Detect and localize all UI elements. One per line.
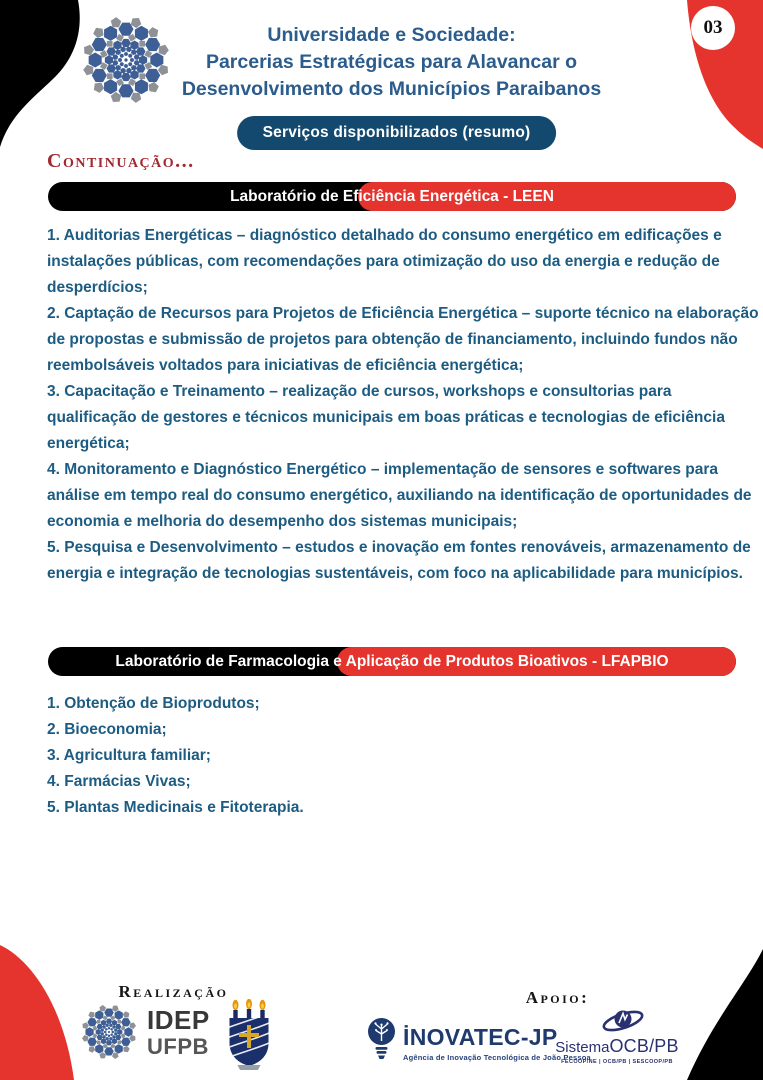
ocb-prefix: Sistema — [555, 1039, 610, 1056]
idep-ufpb-logo — [80, 1003, 210, 1061]
list-item: 1. Auditorias Energéticas – diagnóstico detalhado do consumo energético em edificações e instalações públicas, com recomendações para otimização do uso da energia e redução de desperdícios; — [47, 227, 722, 296]
list-item: 3. Agricultura familiar; — [47, 747, 211, 764]
page-number-badge — [691, 6, 735, 50]
title-line-3: Desenvolvimento dos Municípios Paraibanos — [181, 78, 602, 100]
corner-shape-bottom-right-icon — [681, 943, 763, 1080]
sistema-ocb-pb-logo — [556, 1004, 678, 1065]
support-label: Apoio: — [525, 988, 590, 1007]
ocb-logo-text — [556, 1036, 678, 1057]
planet-orbit-icon — [599, 1004, 647, 1038]
idep-logo-text — [147, 1004, 210, 1059]
ufpb-crest-icon — [226, 999, 272, 1071]
leen-services-list — [47, 223, 761, 587]
section-banner-lfapbio-title: Laboratório de Farmacologia e Aplicação de Produtos Bioativos - LFAPBIO — [115, 652, 669, 670]
list-item: 1. Obtenção de Bioprodutos; — [47, 695, 260, 712]
ufpb-text: UFPB — [147, 1033, 209, 1059]
idep-text: IDEP — [147, 1004, 210, 1035]
continuation-label: Continuação... — [47, 150, 195, 172]
services-summary-pill: Serviços disponibilizados (resumo) — [237, 116, 557, 150]
page-title — [10, 22, 763, 103]
list-item: 4. Farmácias Vivas; — [47, 773, 191, 790]
section-banner-leen — [48, 182, 736, 211]
list-item: 5. Plantas Medicinais e Fitoterapia. — [47, 799, 304, 816]
inovatec-tagline: Agência de Inovação Tecnológica de João Pessoa — [403, 1053, 591, 1062]
inovatec-name: İNOVATEC-JP — [403, 1024, 558, 1050]
corner-shape-bottom-left-icon — [0, 938, 80, 1080]
list-item: 4. Monitoramento e Diagnóstico Energético – implementação de sensores e softwares para análise em tempo real do consumo energético, auxiliando na identificação de oportunidades de economia e melhoria do desempenho dos sistemas municipais; — [47, 461, 752, 530]
title-line-1: Universidade e Sociedade: — [267, 24, 516, 46]
list-item: 3. Capacitação e Treinamento – realização de cursos, workshops e consultorias para qualificação de gestores e técnicos municipais em boas práticas e tecnologias de eficiência energética; — [47, 383, 725, 452]
crest-flames — [233, 999, 266, 1018]
title-line-2: Parcerias Estratégicas para Alavancar o — [205, 51, 578, 73]
list-item: 5. Pesquisa e Desenvolvimento – estudos e inovação em fontes renováveis, armazenamento de energia e integração de tecnologias sustentáveis, com foco na aplicabilidade para municípios. — [47, 539, 751, 582]
section-banner-leen-title: Laboratório de Eficiência Energética - LEEN — [230, 187, 554, 205]
idep-mandala-logo-icon — [80, 1003, 138, 1061]
list-item: 2. Captação de Recursos para Projetos de Eficiência Energética – suporte técnico na elaboração de propostas e submissão de projetos para obtenção de financiamento, incluindo fundos não reembolsáveis voltados para iniciativas de eficiência energética; — [47, 305, 759, 374]
page-number: 03 — [703, 17, 723, 38]
list-item: 2. Bioeconomia; — [47, 721, 167, 738]
section-banner-lfapbio — [48, 647, 736, 676]
lightbulb-icon — [365, 1016, 398, 1064]
lfapbio-services-list — [47, 691, 761, 821]
ocb-name: OCB/PB — [609, 1036, 679, 1056]
ocb-subtext: FECOOP/NE | OCB/PB | SESCOOP/PB — [561, 1059, 673, 1065]
realization-label: Realização — [118, 982, 229, 1001]
